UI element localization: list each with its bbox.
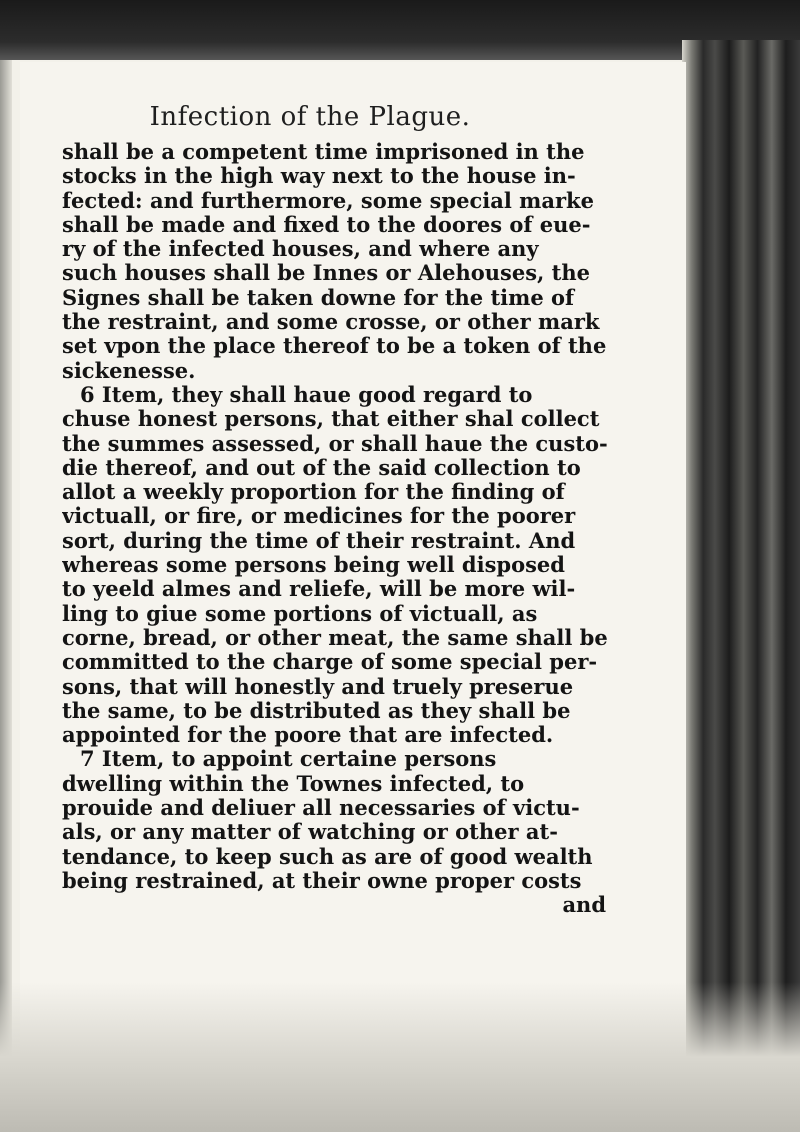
- text-line: prouide and deliuer all necessaries of victu-: [62, 796, 580, 821]
- text-line: being restrained, at their owne proper costs: [62, 868, 582, 893]
- item-heading-line: 6 Item, they shall haue good regard to: [80, 382, 533, 407]
- text-line: fected: and furthermore, some special marke: [62, 188, 594, 213]
- text-line: als, or any matter of watching or other at-: [62, 820, 558, 845]
- text-line: ling to giue some portions of victuall, as: [62, 601, 538, 626]
- text-line: the restraint, and some crosse, or other mark: [62, 310, 600, 335]
- text-line: sickenesse.: [62, 358, 196, 383]
- item-heading-line: 7 Item, to appoint certaine persons: [80, 747, 497, 772]
- running-head: Infection of the Plague.: [149, 102, 471, 132]
- text-line: Signes shall be taken downe for the time of: [62, 285, 575, 310]
- left-page-edge: [0, 60, 12, 1132]
- text-line: ry of the infected houses, and where any: [62, 237, 539, 262]
- book-page: [20, 62, 686, 1072]
- text-line: victuall, or fire, or medicines for the poorer: [62, 504, 576, 529]
- text-line: chuse honest persons, that either shal collect: [62, 407, 600, 432]
- text-line: tendance, to keep such as are of good wealth: [62, 844, 593, 869]
- text-line: such houses shall be Innes or Alehouses, the: [62, 261, 591, 286]
- text-line: shall be made and fixed to the doores of eue-: [62, 212, 591, 237]
- text-line: shall be a competent time imprisoned in the: [62, 140, 585, 164]
- text-line: whereas some persons being well disposed: [62, 553, 565, 578]
- text-line: stocks in the high way next to the house in-: [62, 164, 576, 189]
- text-line: corne, bread, or other meat, the same shall be: [62, 625, 608, 650]
- text-line: allot a weekly proportion for the finding of: [62, 480, 565, 505]
- text-line: committed to the charge of some special per-: [62, 650, 598, 675]
- text-line: appointed for the poore that are infected.: [62, 723, 554, 748]
- text-line: the same, to be distributed as they shall be: [62, 698, 571, 723]
- text-line: to yeeld almes and reliefe, will be more wil-: [62, 577, 576, 602]
- dark-scan-border: [0, 0, 800, 60]
- body-text: [62, 140, 668, 918]
- text-line: set vpon the place thereof to be a token of the: [62, 334, 607, 359]
- page-bottom-shadow: [0, 982, 800, 1132]
- text-line: sort, during the time of their restraint. And: [62, 528, 576, 553]
- text-line: sons, that will honestly and truely preserue: [62, 674, 574, 699]
- book-binding-edge: [682, 40, 800, 1132]
- text-line: die thereof, and out of the said collection to: [62, 455, 581, 480]
- catchword: and: [562, 893, 606, 918]
- text-line: the summes assessed, or shall haue the custo-: [62, 431, 608, 456]
- text-line: dwelling within the Townes infected, to: [62, 771, 525, 796]
